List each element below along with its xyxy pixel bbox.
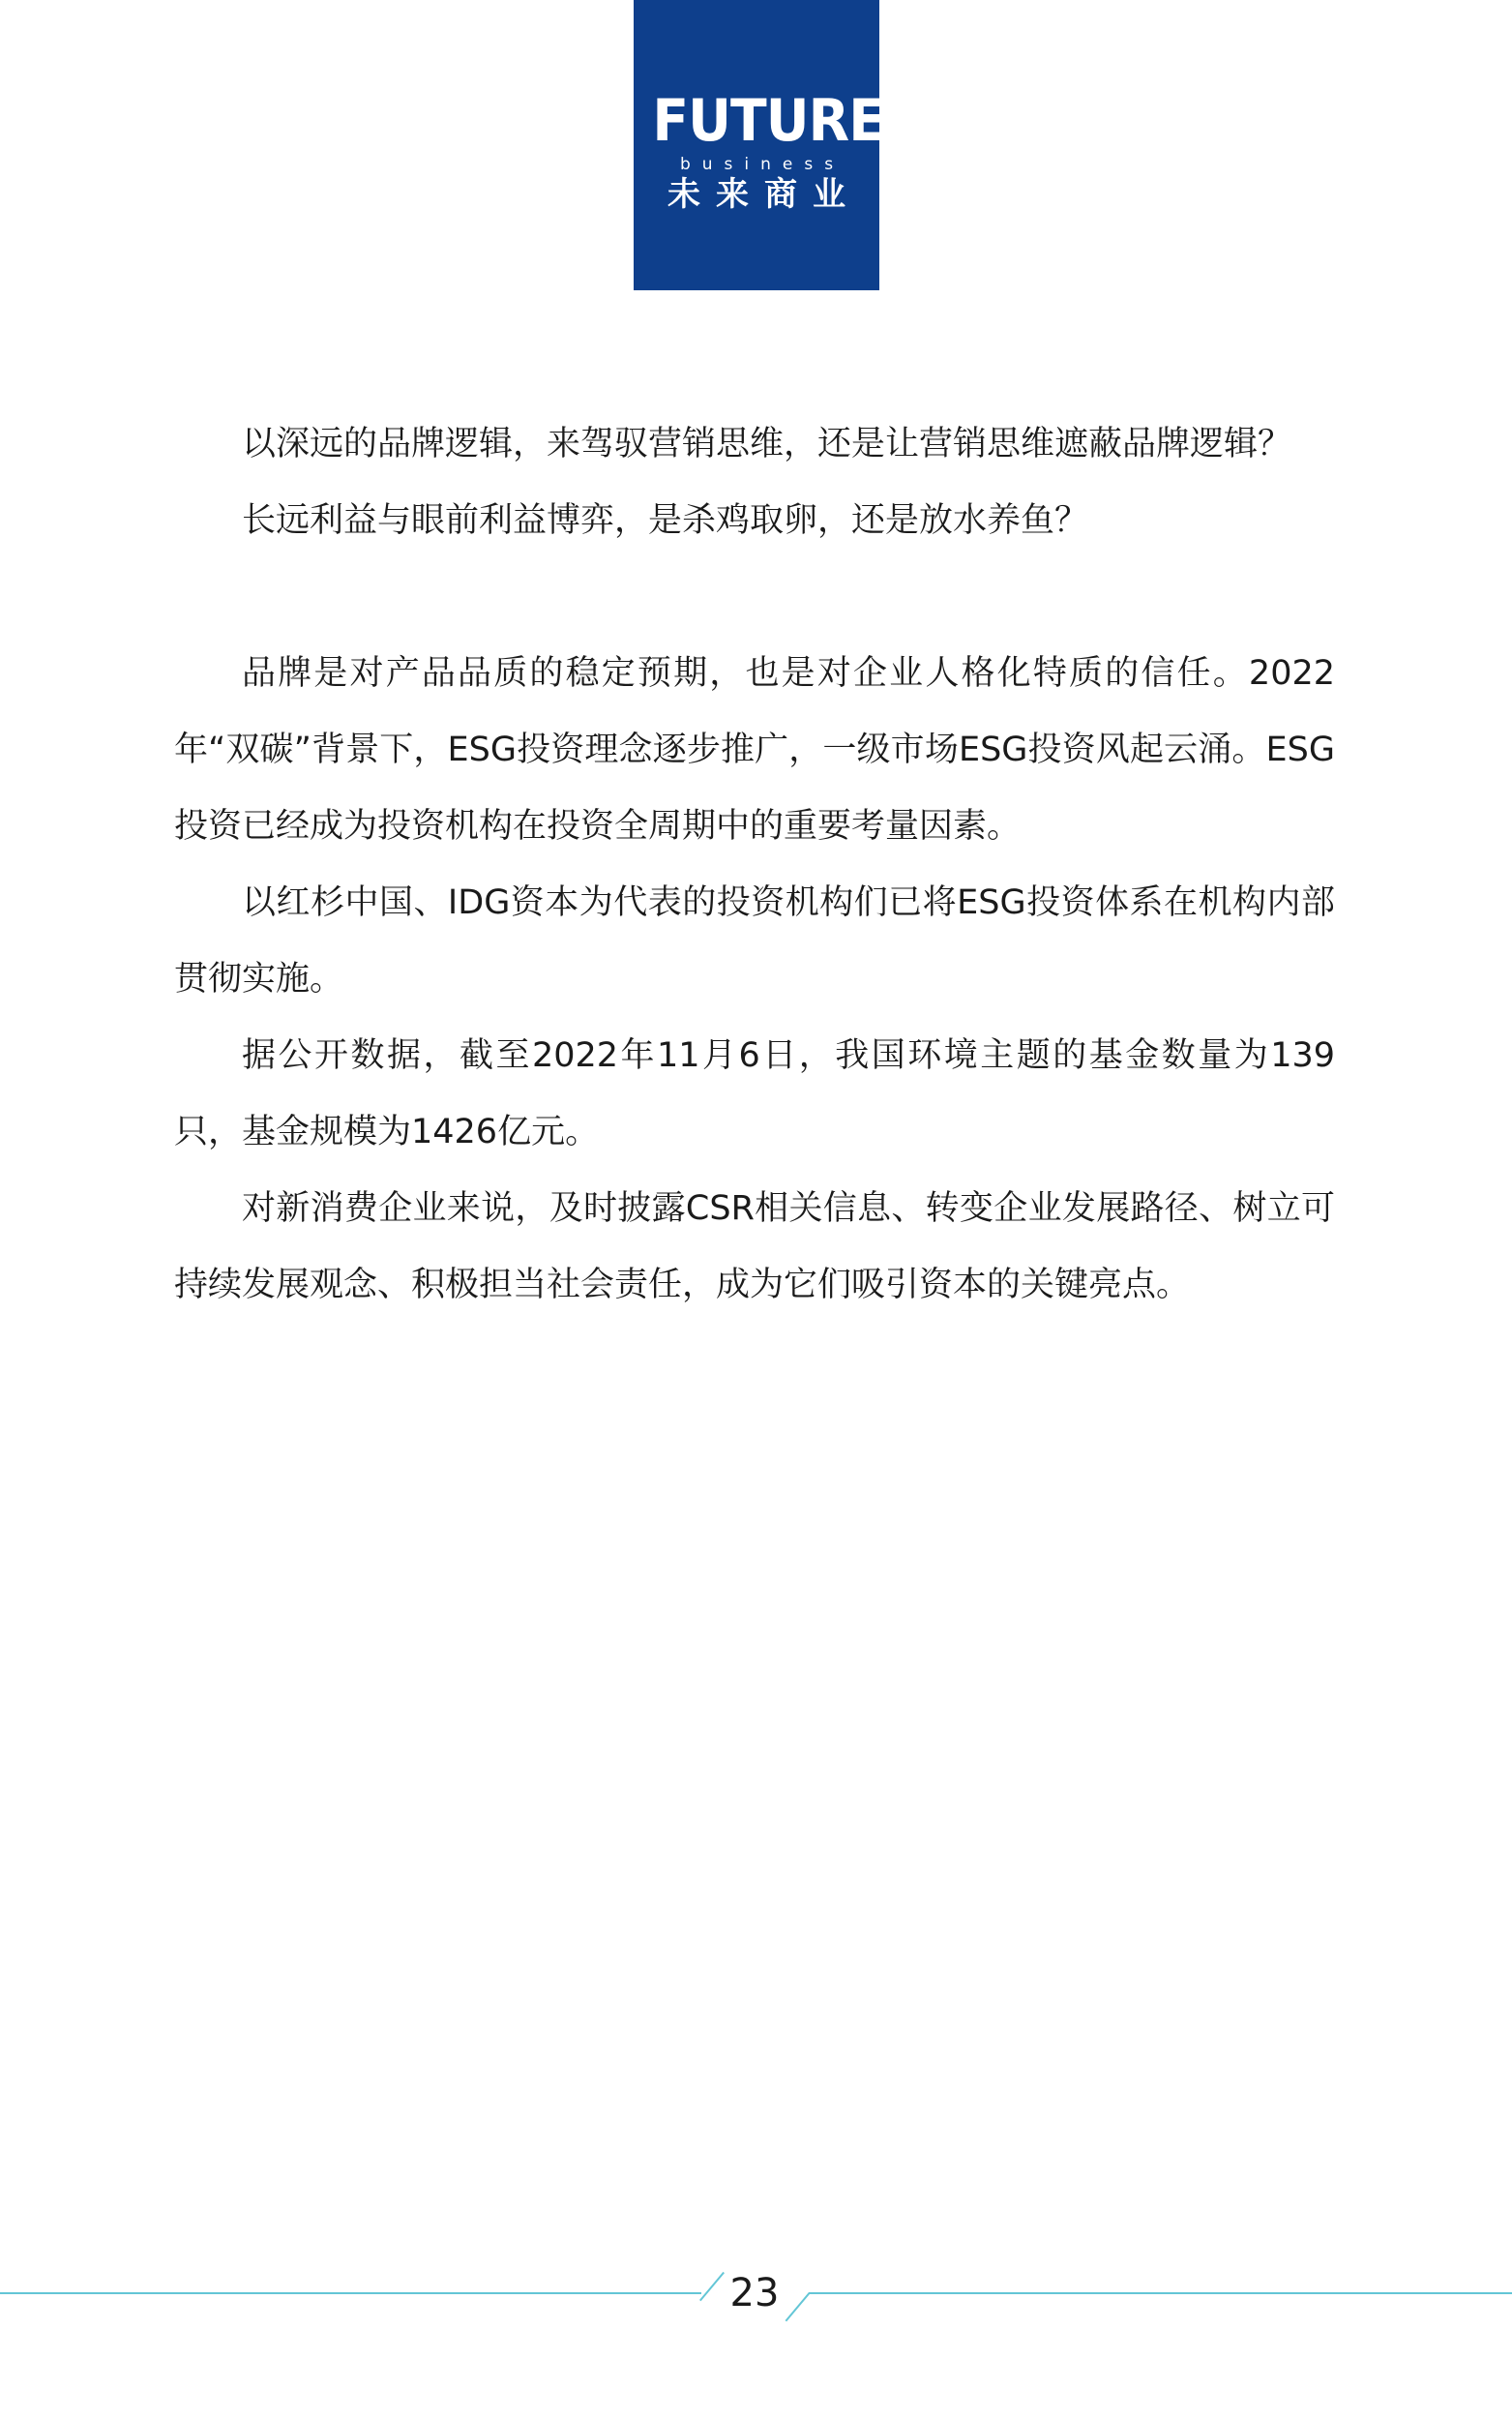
paragraph-brand-esg: 品牌是对产品品质的稳定预期，也是对企业人格化特质的信任。2022年“双碳”背景下，ESG投资理念逐步推广，一级市场ESG投资风起云涌。ESG投资已经成为投资机构在投资全周期中的重要考量因素。 (174, 654, 1335, 846)
paragraph-fund-data: 据公开数据，截至2022年11月6日，我国环境主题的基金数量为139只，基金规模为1426亿元。 (174, 1036, 1335, 1151)
paragraph-question-1: 以深远的品牌逻辑，来驾驭营销思维，还是让营销思维遮蔽品牌逻辑？ (242, 425, 1292, 463)
page-number: 23 (729, 2271, 780, 2315)
logo-wordmark: FUTURE (652, 87, 885, 155)
paragraph-spacer (174, 559, 1335, 636)
paragraph-investors: 以红杉中国、IDG资本为代表的投资机构们已将ESG投资体系在机构内部贯彻实施。 (174, 883, 1335, 999)
article-body (174, 406, 1335, 1324)
logo (634, 0, 885, 290)
logo-tagline: business (679, 155, 845, 174)
logo-chinese-name: 未来商业 (667, 175, 861, 214)
footer-divider-right (809, 2292, 1512, 2294)
footer-divider-left (0, 2292, 701, 2294)
paragraph-csr: 对新消费企业来说，及时披露CSR相关信息、转变企业发展路径、树立可持续发展观念、积极担当社会责任，成为它们吸引资本的关键亮点。 (174, 1189, 1335, 1304)
paragraph-question-2: 长远利益与眼前利益博弈，是杀鸡取卵，还是放水养鱼？ (242, 501, 1089, 540)
